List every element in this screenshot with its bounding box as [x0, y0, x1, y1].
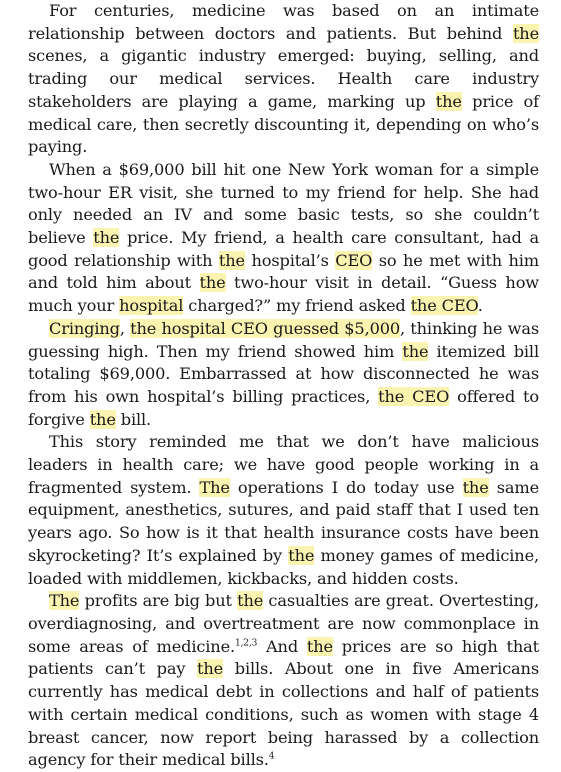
highlighted-text: the hospital CEO guessed $5,000 — [130, 318, 401, 338]
highlighted-text: the — [288, 545, 315, 565]
text-run: When a $69,000 bill hit one New York woman for a simple two-hour ER visit, she turned to my friend for help. She had only needed an IV and some basic tests, so she couldn’t believe — [28, 159, 539, 248]
text-run: bills. About one in five Americans currently has medical debt in collections and half of patients with certain medical conditions, such as women with stage 4 breast cancer, now report being harassed by a collection agency for their medical bills. — [28, 659, 539, 770]
highlighted-text: the CEO — [378, 386, 450, 406]
text-run: offered to forgive — [28, 386, 539, 429]
footnote-ref: 4 — [268, 751, 275, 762]
text-run: two-hour visit in detail. “Guess how much your — [28, 273, 539, 316]
highlighted-text: the — [197, 659, 224, 679]
highlighted-text: the — [402, 341, 429, 361]
text-run: hospital’s — [244, 250, 336, 270]
highlighted-text: Cringing — [49, 318, 120, 338]
text-run: itemized bill totaling $69,000. Embarrassed at how disconnected he was from his own hospital’s billing practices, — [28, 341, 539, 406]
text-run: prices are so high that patients can’t pay — [28, 636, 539, 679]
paragraph-3 — [28, 318, 539, 432]
highlighted-text: the — [93, 228, 120, 248]
paragraph-1 — [28, 0, 539, 159]
text-run: . — [477, 296, 483, 316]
highlighted-text: the CEO — [410, 296, 478, 316]
paragraph-5 — [28, 590, 539, 772]
highlighted-text: the — [306, 636, 333, 656]
text-run: money games of medicine, loaded with middlemen, kickbacks, and hidden costs. — [28, 545, 539, 588]
highlighted-text: hospital — [119, 296, 184, 316]
highlighted-text: the — [435, 91, 462, 111]
text-run: , — [119, 318, 131, 338]
text-run: , thinking he was guessing high. Then my friend showed him — [28, 318, 539, 361]
paragraph-4 — [28, 431, 539, 590]
text-run: profits are big but — [79, 591, 238, 611]
text-run: scenes, a gigantic industry emerged: buying, selling, and trading our medical services. Health care industry stakeholders are playing a game, marking up — [28, 46, 539, 111]
highlighted-text: the — [462, 477, 489, 497]
text-run: casualties are great. Overtesting, overdiagnosing, and overtreatment are now commonplace in some areas of medicine. — [28, 591, 539, 656]
highlighted-text: The — [49, 591, 80, 611]
text-run: charged?” my friend asked — [183, 296, 411, 316]
highlighted-text: the — [512, 23, 539, 43]
text-run: bill. — [115, 409, 152, 429]
text-run: And — [257, 636, 307, 656]
text-run: so he met with him and told him about — [28, 250, 540, 293]
highlighted-text: the — [89, 409, 116, 429]
highlighted-text: the — [218, 250, 245, 270]
text-run: same equipment, anesthetics, sutures, and paid staff that I used ten years ago. So how is it that health insurance costs have been skyrocketing? It’s explained by — [28, 477, 539, 565]
highlighted-text: CEO — [335, 250, 373, 270]
text-run: For centuries, medicine was based on an intimate relationship between doctors and patients. But behind — [28, 1, 539, 43]
paragraph-2 — [28, 159, 539, 318]
footnote-ref: 1,2,3 — [235, 638, 258, 649]
highlighted-text: the — [199, 273, 226, 293]
text-run: price. My friend, a health care consultant, had a good relationship with — [28, 228, 540, 270]
text-run: price of medical care, then secretly discounting it, depending on who’s paying. — [28, 91, 539, 157]
highlighted-text: the — [237, 591, 264, 611]
highlighted-text: The — [199, 477, 230, 497]
text-run: This story reminded me that we don’t have malicious leaders in health care; we have good people working in a fragmented system. — [28, 432, 539, 497]
text-run: operations I do today use — [229, 477, 463, 497]
